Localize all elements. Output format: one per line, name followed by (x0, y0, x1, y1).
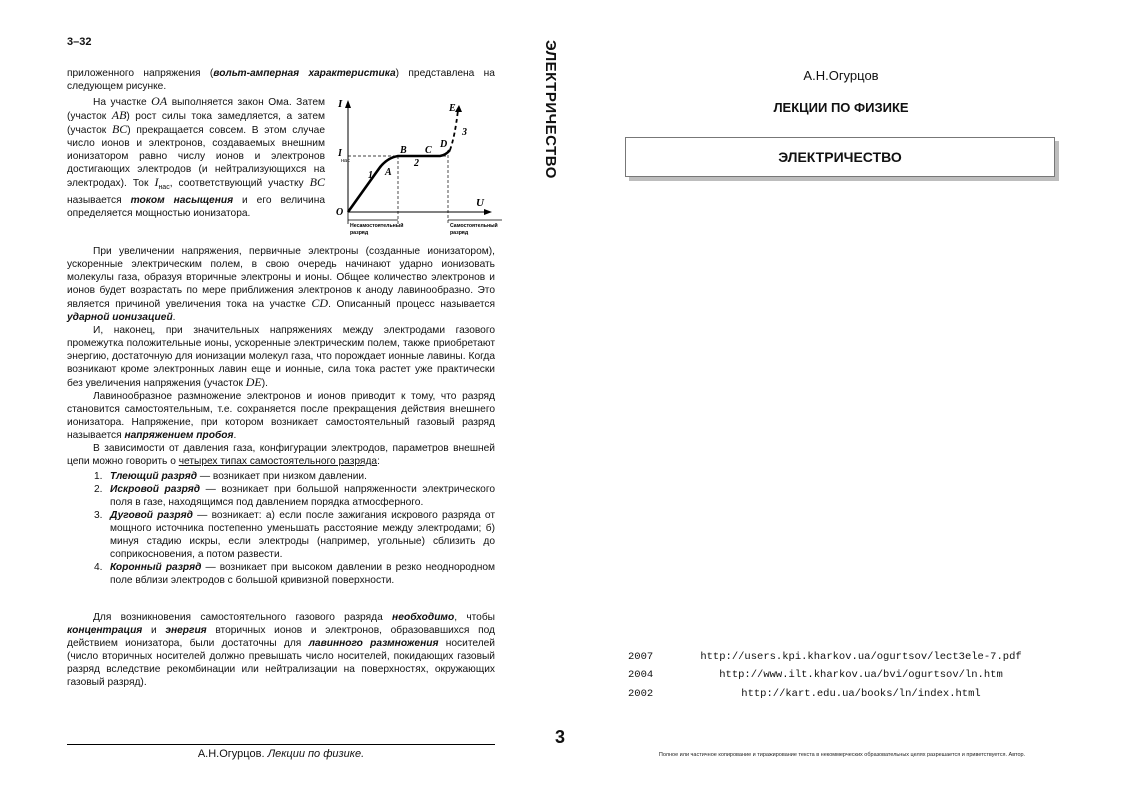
segment-2-label: 2 (414, 158, 419, 169)
text-span: ) рост силы тока замедляется, а затем (участок (67, 111, 325, 136)
list-term: Коронный разряд (110, 562, 202, 573)
current-subscript: нас (158, 184, 170, 192)
point-a-label: A (385, 167, 392, 178)
text-span: ) прекращается совсем. В этом случае число ионов и электронов, создаваемых внешним ионизатором равно числу ионов и электронов достигающих электродов (и нейтрализующихся на электродах). Ток (67, 125, 325, 189)
section-title: ЭЛЕКТРИЧЕСТВО (778, 149, 902, 165)
term-energy: энергия (165, 625, 207, 636)
list-text: — возникает при большой напряженности электрического поля в газе, находящимся под давлением порядка атмосферного. (110, 484, 495, 508)
list-term: Тлеющий разряд (110, 471, 198, 482)
link-url[interactable]: http://kart.edu.ua/books/ln/index.html (741, 688, 981, 700)
list-number: 1. (94, 471, 103, 482)
x-axis-label: U (476, 197, 484, 209)
list-text: — возникает: а) если после зажигания искрового разряда от мощного источника постепенно уменьшать расстояние между электродами; б) минуя стадию искры, если электроды (например, угольные) сблизить до соприкосновения, а потом развести. (110, 510, 495, 560)
intro-paragraph (67, 67, 495, 93)
term-impact-ionization: ударной ионизацией (67, 312, 173, 323)
term-necessary: необходимо (392, 612, 455, 623)
conditions-paragraph (67, 611, 495, 689)
region-1-line-2: разряд (350, 230, 369, 236)
text-span: вторичных ионов и электронов, образовавшихся под действием ионизатора, были достаточны для (67, 625, 495, 649)
segment-bc-2: BC (309, 175, 325, 189)
ionization-paragraphs (67, 245, 495, 468)
y-axis-label: I (338, 98, 343, 110)
link-year: 2004 (628, 669, 654, 681)
text-span: Для возникновения самостоятельного газового разряда (93, 612, 393, 623)
section-title-box (625, 137, 1055, 177)
x-axis-arrow (484, 209, 492, 215)
current-symbol: I (154, 175, 159, 189)
link-url[interactable]: http://www.ilt.kharkov.ua/bvi/ogurtsov/ln.htm (719, 669, 1003, 681)
text-span: и (142, 625, 166, 636)
link-year: 2002 (628, 688, 654, 700)
volt-ampere-graph (332, 96, 510, 244)
term-avalanche: лавинного размножения (308, 638, 439, 649)
list-text: — возникает при высоком давлении в резко неоднородном поле вблизи электродов с большой кривизной поверхности. (110, 562, 495, 586)
text-span: . (172, 312, 176, 323)
text-span: выполняется закон Ома. Затем (участок (67, 97, 325, 122)
list-item (94, 470, 495, 483)
de-dashed-curve (450, 110, 458, 150)
point-e-label: E (449, 103, 456, 114)
text-span: носителей (число вторичных носителей должно превышать число носителей, покидающих газовый разряд вследствие рекомбинации или нейтрализации на поверхностях, окружающих газовый разряд). (67, 638, 495, 688)
spine-title (542, 40, 568, 200)
list-item (94, 483, 495, 509)
point-b-label: B (400, 145, 407, 156)
term-concentration: концентрация (67, 625, 143, 636)
list-term: Дуговой разряд (110, 510, 193, 521)
text-span: При увеличении напряжения, первичные электроны (созданные ионизатором), ускоренные электрическим полем, в свою очередь начинают ударно ионизовать молекулы газа, образуя вторичные электроны и ионы. Общее количество электронов и ионов будет возрастать по мере приближения электронов к аноду лавинообразно. Это является причиной увеличения тока на участке (67, 246, 495, 310)
text-span: . (233, 430, 237, 441)
segment-bc: BC (111, 122, 128, 136)
segment-de: DE (245, 375, 262, 389)
list-item (94, 509, 495, 561)
list-text: — возникает при низком давлении. (197, 471, 367, 482)
cover-book-title: ЛЕКЦИИ ПО ФИЗИКЕ (773, 100, 909, 115)
list-item (94, 561, 495, 587)
page-number-right: 3 (555, 727, 566, 747)
text-span: , чтобы (454, 612, 496, 623)
e-arrow (455, 105, 462, 112)
vac-curve (348, 150, 450, 212)
discharge-types-list (94, 470, 495, 587)
footer-left (67, 748, 495, 760)
text-span: и его величина определяется мощностью ионизатора. (67, 195, 325, 220)
region-2-line-2: разряд (450, 230, 469, 236)
text-span: : (377, 456, 380, 467)
link-year: 2007 (628, 651, 654, 663)
cover-author: А.Н.Огурцов (803, 68, 879, 83)
link-url[interactable]: http://users.kpi.kharkov.ua/ogurtsov/lect3ele-7.pdf (700, 651, 1022, 663)
segment-ab: AB (111, 108, 127, 122)
term-breakdown-voltage: напряжением пробоя (124, 430, 234, 441)
text-span: ). (261, 378, 268, 389)
text-span: приложенного напряжения ( (67, 68, 214, 79)
region-1-line-1: Несамостоятельный (350, 223, 404, 229)
y-axis-arrow (345, 100, 351, 108)
list-number: 4. (94, 562, 103, 573)
text-span: , соответствующий участку (169, 178, 310, 189)
text-span: . Описанный процесс называется (328, 299, 495, 310)
text-span: Лавинообразное размножение электронов и ионов приводит к тому, что разряд становится самостоятельным, т.е. сохраняется после прекращения действия внешнего ионизатора. Напряжение, при котором возникает самостоятельный газовый разряд называется (67, 391, 495, 441)
segment-3-label: 3 (462, 127, 467, 138)
four-types-underlined: четырех типах самостоятельного разряда (178, 456, 378, 467)
text-span: называется (67, 195, 131, 207)
term-saturation-current: током насыщения (130, 195, 234, 207)
segment-cd: CD (311, 296, 329, 310)
footer-divider (67, 744, 495, 745)
term-volt-ampere: вольт-амперная характеристика (213, 68, 396, 79)
ohm-law-paragraph (67, 95, 325, 220)
spine-text: ЭЛЕКТРИЧЕСТВО (542, 40, 559, 179)
text-span: В зависимости от давления газа, конфигурации электродов, параметров внешней цепи можно говорить о (67, 443, 495, 467)
origin-label: O (336, 207, 344, 218)
list-number: 3. (94, 510, 103, 521)
list-term: Искровой разряд (110, 484, 201, 495)
text-span: ) представлена на следующем рисунке. (67, 68, 495, 92)
list-number: 2. (94, 484, 103, 495)
copyright-notice: Полное или частичное копирование и тиражирование текста в некоммерческих образовательных целях разрешается и приветствуется. Автор. (658, 752, 1026, 758)
footer-book: Лекции по физике. (267, 748, 365, 760)
point-d-label: D (440, 139, 448, 150)
i-sat-subscript: нас (341, 158, 350, 164)
segment-oa: OA (151, 94, 168, 108)
point-c-label: C (425, 145, 432, 156)
text-span: И, наконец, при значительных напряжениях между электродами газового промежутка положительные ионы, ускоренные электрическим полем, также приобретают энергию, достаточную для ионизации молекул газа, что порождает ионные лавины. Когда возникают кроме электронных лавин еще и ионные, сила тока растет уже практически без увеличения напряжения (участок (67, 325, 495, 389)
footer-author: А.Н.Огурцов. (197, 748, 268, 760)
text-span: На участке (93, 97, 152, 108)
segment-1-label: 1 (368, 170, 373, 181)
i-sat-label: I (338, 148, 342, 159)
region-2-line-1: Самостоятельный (450, 223, 498, 229)
page-number-left: 3–32 (67, 36, 92, 48)
